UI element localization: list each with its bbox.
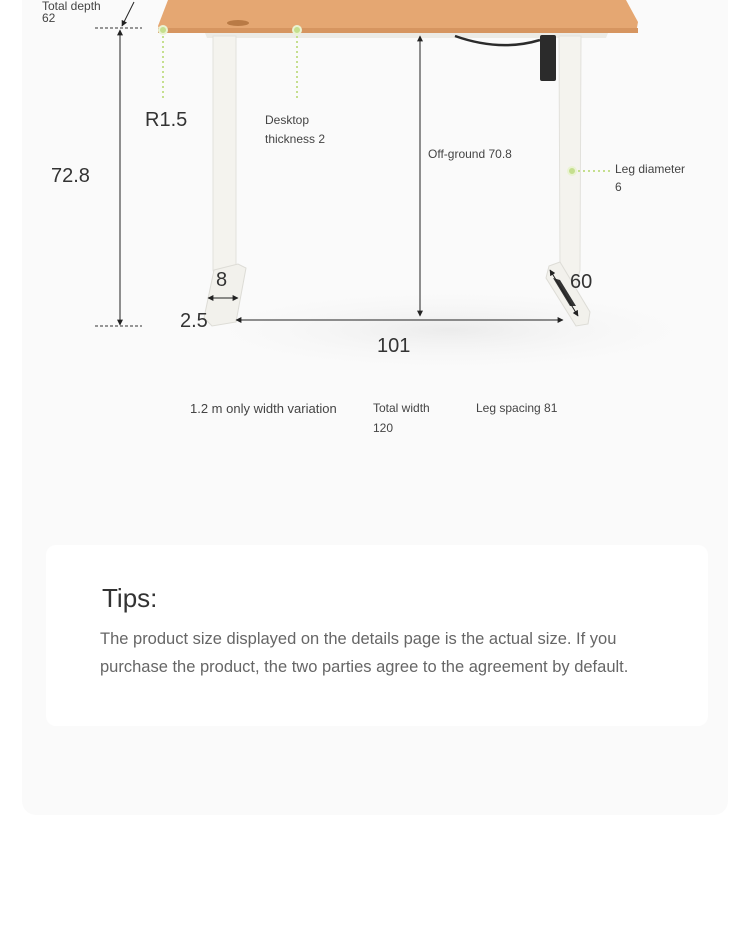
desk-drawing [0,0,750,460]
depth-arrow [122,2,134,26]
leg-diameter-label-1: Leg diameter [615,162,686,176]
foot-span-label: 101 [377,335,411,357]
total-width-label-2: 120 [373,421,394,435]
desk-dimension-diagram [0,0,750,460]
leg-diameter-marker [568,167,576,175]
total-width-label-1: Total width [373,401,430,415]
foot-width-label: 8 [216,269,228,291]
foot-height-label: 2.5 [180,310,208,332]
grommet-hole [227,20,249,26]
left-leg [213,36,236,288]
control-motor [540,35,556,81]
floor-shadow [200,290,700,370]
corner-radius-label: R1.5 [145,109,188,131]
leg-diameter-label-2: 6 [615,180,622,194]
tips-card [46,545,708,726]
height-label: 72.8 [51,165,90,187]
desktop-edge [158,28,638,33]
tips-title: Tips: [102,583,158,613]
desktop-thickness-label-2: thickness 2 [265,132,326,146]
total-depth-value: 62 [42,11,56,25]
off-ground-label: Off-ground 70.8 [428,147,512,161]
thickness-marker [293,26,301,34]
corner-radius-marker [159,26,167,34]
foot-length-label: 60 [570,271,593,293]
tips-body: The product size displayed on the details page is the actual size. If you purchase the product, the two parties agree to the agreement by default. [100,630,629,676]
total-depth-label: Total depth [42,0,101,13]
width-variation-label: 1.2 m only width variation [190,401,337,416]
right-leg [559,36,581,286]
leg-spacing-label: Leg spacing 81 [476,401,558,415]
desktop-thickness-label-1: Desktop [265,113,310,127]
